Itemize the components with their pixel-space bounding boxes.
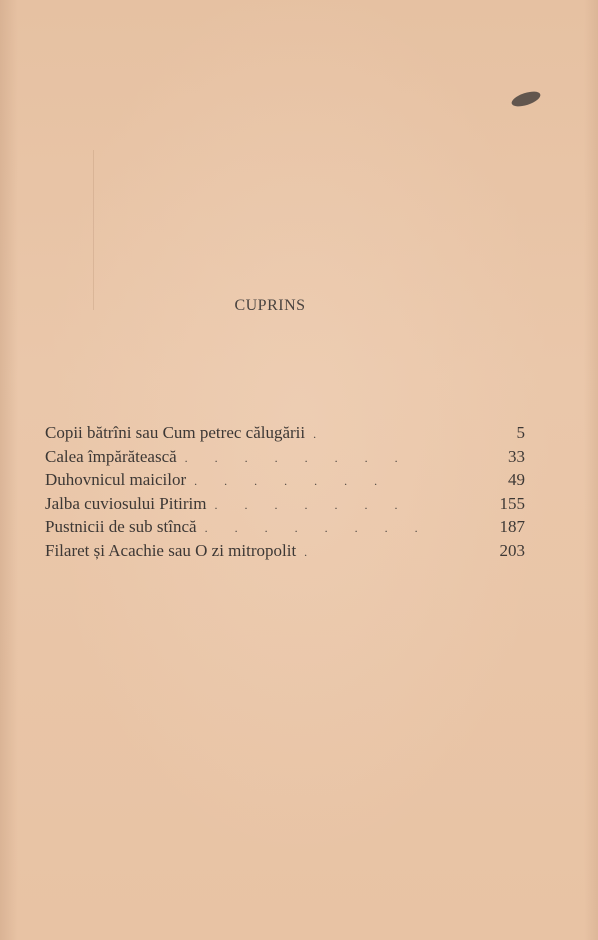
toc-entry[interactable]	[45, 517, 525, 541]
toc-entry[interactable]	[45, 541, 525, 565]
toc-entry-page: 203	[499, 540, 525, 560]
toc-entry-leader: .	[304, 544, 320, 559]
toc-entry-page: 187	[499, 517, 525, 537]
toc-entry[interactable]	[45, 494, 525, 518]
paper-crease	[93, 150, 94, 310]
toc-entry-page: 33	[508, 446, 525, 466]
toc-entry-leader: .	[313, 427, 329, 441]
toc-entry-title: Duhovnicul maicilor	[45, 470, 187, 490]
toc-entry-leader: . . . . . . .	[214, 497, 410, 512]
table-of-contents	[45, 423, 525, 565]
ink-stain	[510, 89, 542, 110]
toc-entry[interactable]	[45, 470, 525, 494]
toc-entry-title: Calea împărătească	[45, 446, 177, 466]
toc-entry-title: Pustnicii de sub stîncă	[45, 517, 197, 537]
toc-entry-page: 5	[516, 423, 525, 442]
toc-entry-page: 155	[499, 493, 525, 513]
page-shadow-right	[584, 0, 598, 940]
toc-entry-leader: . . . . . . . .	[184, 450, 410, 465]
toc-entry-title: Copii bătrîni sau Cum petrec călugării	[45, 423, 306, 442]
toc-entry[interactable]	[45, 423, 525, 447]
page-shadow-left	[0, 0, 18, 940]
toc-entry-title: Filaret și Acachie sau O zi mitropolit	[45, 540, 297, 560]
toc-entry-title: Jalba cuviosului Pitirim	[45, 493, 207, 513]
toc-entry-leader: . . . . . . . .	[204, 521, 430, 536]
contents-heading: CUPRINS	[234, 297, 306, 314]
toc-entry[interactable]	[45, 447, 525, 471]
toc-entry-leader: . . . . . . .	[194, 474, 390, 489]
toc-entry-page: 49	[508, 470, 525, 490]
